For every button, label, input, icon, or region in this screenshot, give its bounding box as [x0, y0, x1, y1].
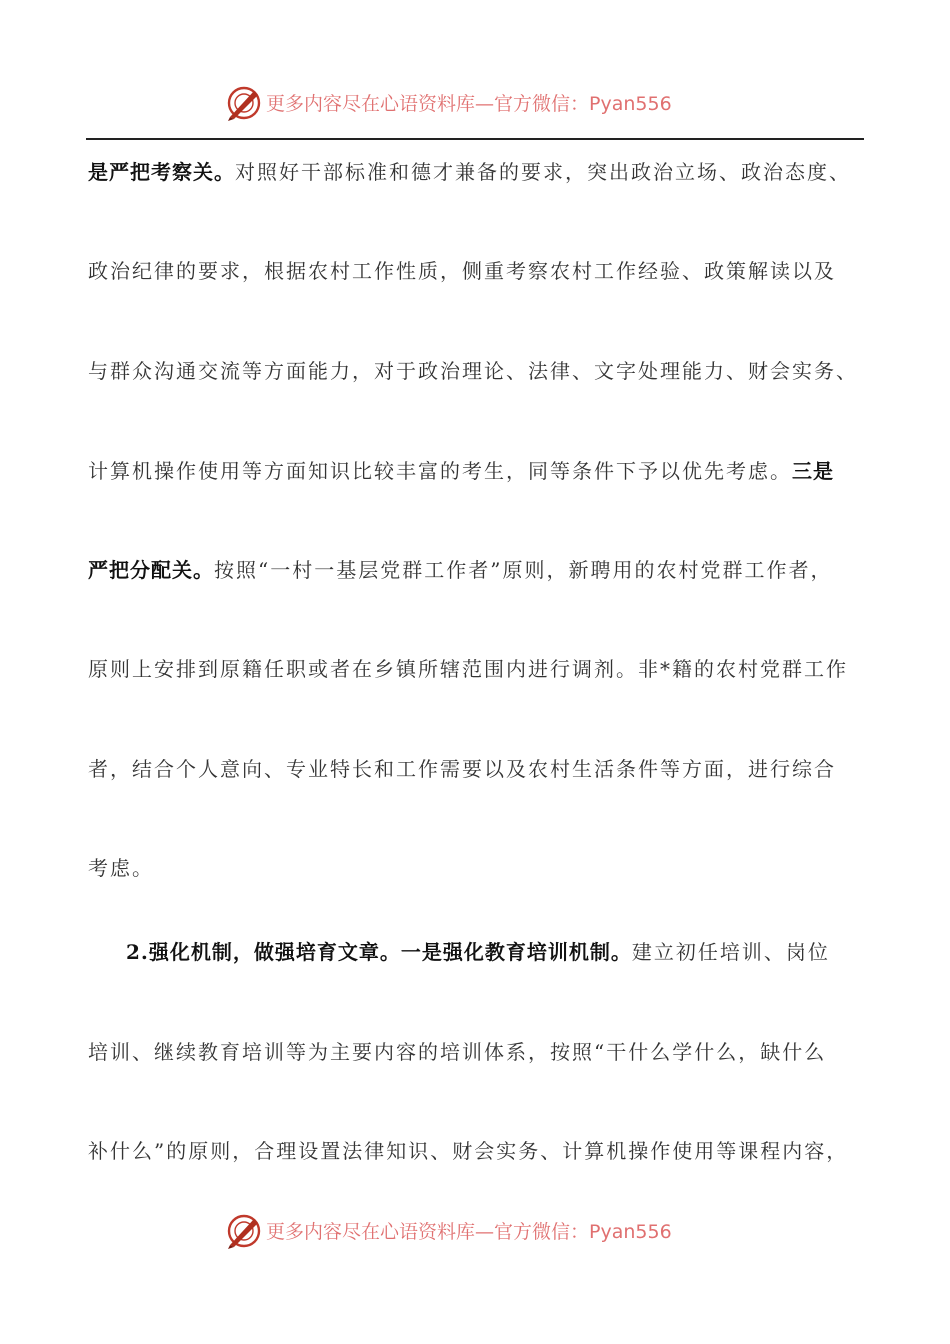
header-text: 更多内容尽在心语资料库—官方微信：Pyan556 — [266, 93, 672, 115]
header-wechat-id: Pyan556 — [589, 93, 672, 115]
text-line-2: 政治纪律的要求，根据农村工作性质，侧重考察农村工作经验、政策解读以及 — [88, 259, 836, 283]
text-line-7: 者，结合个人意向、专业特长和工作需要以及农村生活条件等方面，进行综合 — [88, 757, 836, 781]
text-line-11: 补什么”的原则，合理设置法律知识、财会实务、计算机操作使用等课程内容， — [88, 1139, 849, 1163]
text-line-8: 考虑。 — [88, 856, 154, 880]
footer-wechat-id: Pyan556 — [589, 1221, 672, 1243]
footer-text: 更多内容尽在心语资料库—官方微信：Pyan556 — [266, 1221, 672, 1243]
page-footer — [0, 1208, 950, 1252]
bold-phrase: 是严把考察关。 — [88, 160, 235, 184]
text-line-4: 计算机操作使用等方面知识比较丰富的考生，同等条件下予以优先考虑。三是 — [88, 459, 834, 483]
text-line-1: 是严把考察关。对照好干部标准和德才兼备的要求，突出政治立场、政治态度、 — [88, 160, 851, 184]
red-pen-circle-logo — [224, 83, 264, 123]
bold-heading: 2.强化机制，做强培育文章。一是强化教育培训机制。 — [126, 940, 632, 964]
red-pen-circle-logo — [224, 1211, 264, 1251]
bold-phrase: 严把分配关。 — [88, 558, 214, 582]
bold-phrase: 三是 — [792, 459, 834, 483]
text-line-9: 2.强化机制，做强培育文章。一是强化教育培训机制。建立初任培训、岗位 — [126, 940, 830, 964]
text-line-5: 严把分配关。按照“一村一基层党群工作者”原则，新聘用的农村党群工作者， — [88, 558, 833, 582]
header-divider — [86, 138, 864, 140]
text-line-6: 原则上安排到原籍任职或者在乡镇所辖范围内进行调剂。非*籍的农村党群工作 — [88, 657, 848, 681]
text-line-3: 与群众沟通交流等方面能力，对于政治理论、法律、文字处理能力、财会实务、 — [88, 359, 858, 383]
text-line-10: 培训、继续教育培训等为主要内容的培训体系，按照“干什么学什么，缺什么 — [88, 1040, 827, 1064]
page-header — [0, 80, 950, 124]
